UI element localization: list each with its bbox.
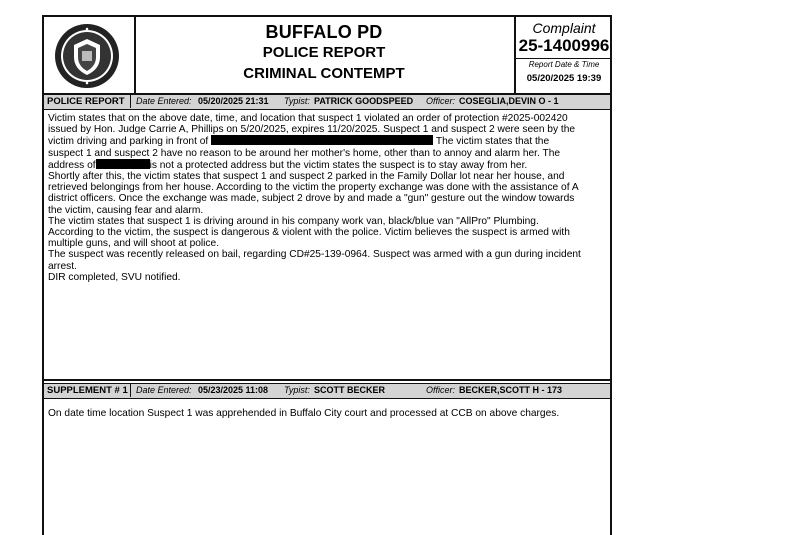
typist-label: Typist: bbox=[284, 385, 310, 395]
police-seal-icon bbox=[54, 23, 120, 89]
narrative-line: multiple guns, and will shoot at police. bbox=[48, 238, 220, 250]
police-report-bar bbox=[44, 94, 610, 110]
report-form bbox=[42, 15, 612, 535]
narrative-line bbox=[48, 135, 606, 147]
typist-value: SCOTT BECKER bbox=[314, 385, 386, 395]
supplement-narrative bbox=[48, 408, 606, 448]
narrative-line: On date time location Suspect 1 was apprehended in Buffalo City court and processed at CCB on above charges. bbox=[48, 408, 560, 419]
date-entered-value: 05/23/2025 11:08 bbox=[198, 385, 269, 395]
narrative-line: DIR completed, SVU notified. bbox=[48, 271, 181, 283]
report-date-value: 05/20/2025 19:39 bbox=[526, 73, 602, 84]
section-label: POLICE REPORT bbox=[47, 96, 125, 107]
narrative-line: Victim states that on the above date, time, and location that suspect 1 violated an order of protection #2025-002420 bbox=[48, 113, 568, 124]
narrative-line: issued by Hon. Judge Carrie A, Phillips on 5/20/2025, expires 11/20/2025. Suspect 1 and suspect 2 were seen by the bbox=[48, 124, 576, 136]
officer-value: COSEGLIA,DEVIN O - 1 bbox=[459, 96, 559, 106]
narrative-text: victim driving and parking in front of bbox=[48, 136, 209, 148]
typist-value: PATRICK GOODSPEED bbox=[314, 96, 414, 106]
header-titles bbox=[134, 17, 514, 93]
narrative-text: address of bbox=[48, 159, 96, 171]
bar-divider bbox=[130, 94, 131, 108]
narrative-line: arrest. bbox=[48, 260, 77, 272]
narrative-line: suspect 1 and suspect 2 have no reason to be around her mother's home, other than to annoy and alarm her. The bbox=[48, 147, 561, 159]
report-type-title: POLICE REPORT bbox=[262, 44, 386, 61]
agency-title: BUFFALO PD bbox=[265, 22, 383, 42]
narrative-text: is not a protected address but the victim states the suspect is to stay away from her. bbox=[149, 159, 528, 171]
supplement-label: SUPPLEMENT # 1 bbox=[47, 385, 128, 396]
report-narrative bbox=[48, 113, 606, 379]
narrative-line: The suspect was recently released on bail, regarding CD#25-139-0964. Suspect was armed with a gun during incident bbox=[48, 249, 581, 261]
offense-title: CRIMINAL CONTEMPT bbox=[243, 65, 405, 82]
seal-box bbox=[44, 17, 136, 93]
report-header bbox=[44, 17, 610, 95]
supplement-bar bbox=[44, 383, 610, 399]
officer-value: BECKER,SCOTT H - 173 bbox=[459, 385, 563, 395]
typist-label: Typist: bbox=[284, 96, 310, 106]
complaint-number: 25-1400996 bbox=[516, 36, 612, 59]
redaction-block bbox=[211, 135, 433, 145]
narrative-line: Shortly after this, the victim states that suspect 1 and suspect 2 parked in the Family Dollar lot near her house, and bbox=[48, 171, 565, 183]
complaint-box bbox=[514, 17, 612, 93]
officer-label: Officer: bbox=[426, 96, 456, 106]
narrative-line: According to the victim, the suspect is dangerous & violent with the police. Victim believes the suspect is armed with bbox=[48, 227, 570, 239]
redaction-block bbox=[96, 159, 150, 169]
section-divider bbox=[44, 379, 610, 381]
narrative-line: the victim, causing fear and alarm. bbox=[48, 204, 204, 216]
report-date-label: Report Date & Time bbox=[528, 60, 600, 69]
narrative-line bbox=[48, 159, 606, 171]
narrative-line: district officers. Once the exchange was made, subject 2 drove by and made a "gun" gesture out the window towards bbox=[48, 193, 575, 205]
complaint-label: Complaint bbox=[532, 20, 596, 36]
narrative-text: The victim states that the bbox=[433, 136, 550, 148]
narrative-line: retrieved belongings from her house. According to the victim the property exchange was done with the assistance of A bbox=[48, 182, 579, 194]
date-entered-label: Date Entered: bbox=[136, 385, 192, 395]
bar-divider bbox=[130, 383, 131, 397]
officer-label: Officer: bbox=[426, 385, 456, 395]
date-entered-value: 05/20/2025 21:31 bbox=[198, 96, 269, 106]
narrative-line: The victim states that suspect 1 is driving around in his company work van, black/blue van "AllPro" Plumbing. bbox=[48, 215, 539, 227]
date-entered-label: Date Entered: bbox=[136, 96, 192, 106]
